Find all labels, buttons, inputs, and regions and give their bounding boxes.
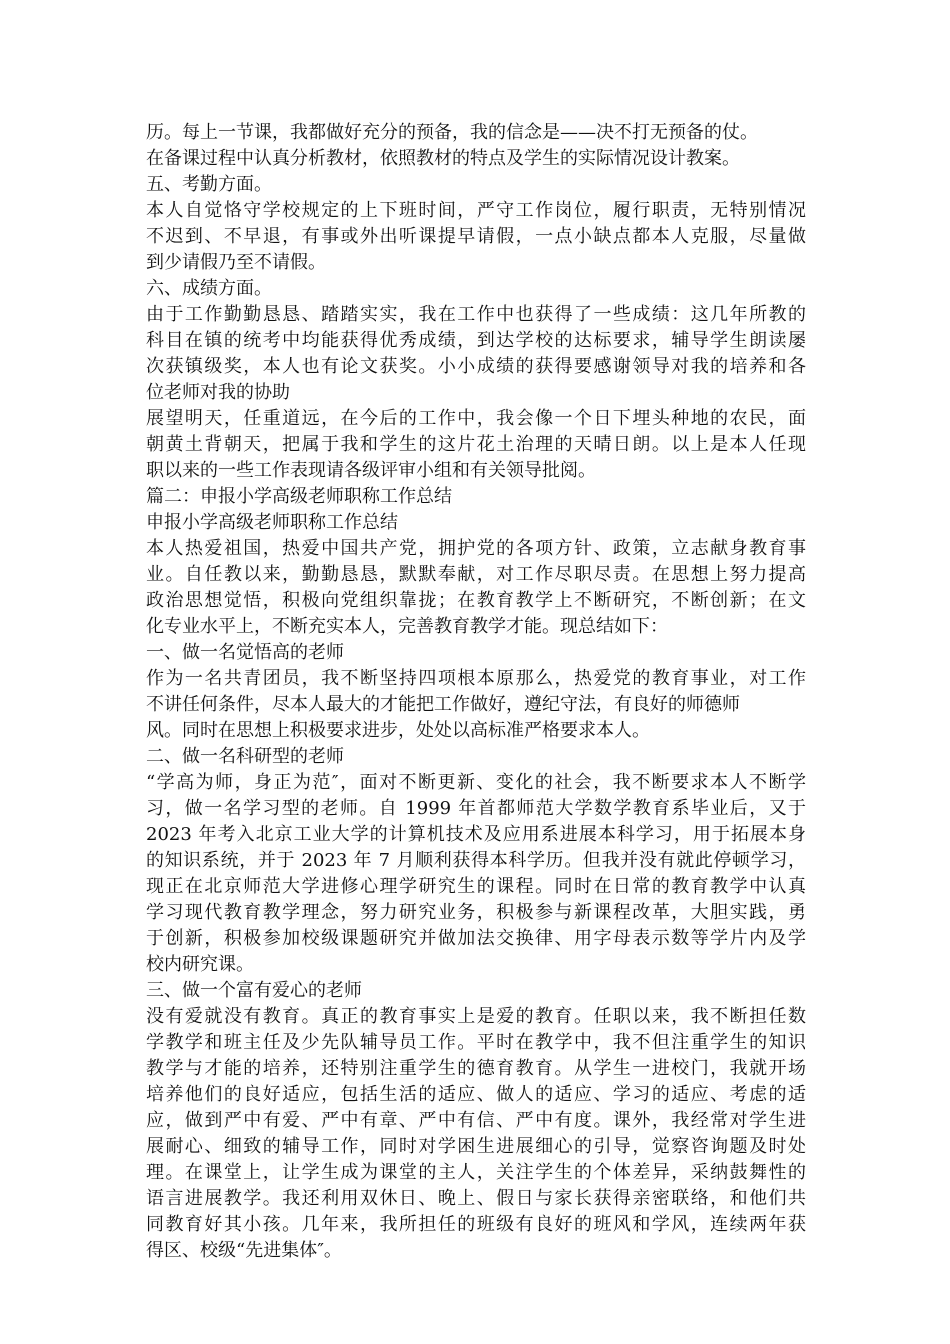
text-line: 应，做到严中有爱、严中有章、严中有信、严中有度。课外，我经常对学生进 xyxy=(146,1110,806,1131)
text-line: 由于工作勤勤恳恳、踏踏实实，我在工作中也获得了一些成绩：这几年所教的 xyxy=(146,304,806,325)
document-body xyxy=(146,120,806,1264)
text-line: 位老师对我的协助 xyxy=(146,382,290,403)
text-line: 培养他们的良好适应，包括生活的适应、做人的适应、学习的适应、考虑的适 xyxy=(146,1084,806,1105)
text-line: 申报小学高级老师职称工作总结 xyxy=(146,512,398,533)
text-line: 现正在北京师范大学进修心理学研究生的课程。同时在日常的教育教学中认真 xyxy=(146,876,806,897)
text-line: 得区、校级“先进集体″。 xyxy=(146,1240,342,1261)
text-line: 在备课过程中认真分析教材，依照教材的特点及学生的实际情况设计教案。 xyxy=(146,148,740,169)
text-line: 本人热爱祖国，热爱中国共产党，拥护党的各项方针、政策，立志献身教育事 xyxy=(146,538,806,559)
text-line: 习，做一名学习型的老师。自 1999 年首都师范大学数学教育系毕业后，又于 xyxy=(146,798,806,819)
text-line: 业。自任教以来，勤勤恳恳，默默奉献，对工作尽职尽责。在思想上努力提高 xyxy=(146,564,806,585)
text-line: 三、做一个富有爱心的老师 xyxy=(146,980,362,1001)
text-line: 展耐心、细致的辅导工作，同时对学困生进展细心的引导，觉察咨询题及时处 xyxy=(146,1136,806,1157)
text-line: 次获镇级奖，本人也有论文获奖。小小成绩的获得要感谢领导对我的培养和各 xyxy=(146,356,806,377)
text-line: 不迟到、不早退，有事或外出听课提早请假，一点小缺点都本人克服，尽量做 xyxy=(146,226,806,247)
text-line: 风。同时在思想上积极要求进步，处处以高标准严格要求本人。 xyxy=(146,720,650,741)
text-line: 校内研究课。 xyxy=(146,954,254,975)
text-line: 篇二：申报小学高级老师职称工作总结 xyxy=(146,486,452,507)
text-line: 学习现代教育教学理念，努力研究业务，积极参与新课程改革，大胆实践，勇 xyxy=(146,902,806,923)
text-line: 一、做一名觉悟高的老师 xyxy=(146,642,344,663)
text-line: 语言进展教学。我还利用双休日、晚上、假日与家长获得亲密联络，和他们共 xyxy=(146,1188,806,1209)
text-line: 科目在镇的统考中均能获得优秀成绩，到达学校的达标要求，辅导学生朗读屡 xyxy=(146,330,806,351)
text-line: 职以来的一些工作表现请各级评审小组和有关领导批阅。 xyxy=(146,460,596,481)
text-line: 教学与才能的培养，还特别注重学生的德育教育。从学生一进校门，我就开场 xyxy=(146,1058,806,1079)
text-line: 本人自觉恪守学校规定的上下班时间，严守工作岗位，履行职责，无特别情况 xyxy=(146,200,806,221)
text-line: 的知识系统，并于 2023 年 7 月顺利获得本科学历。但我并没有就此停顿学习， xyxy=(146,850,806,871)
text-line: 到少请假乃至不请假。 xyxy=(146,252,326,273)
text-line: 五、考勤方面。 xyxy=(146,174,272,195)
text-line: 六、成绩方面。 xyxy=(146,278,272,299)
text-line: 理。在课堂上，让学生成为课堂的主人，关注学生的个体差异，采纳鼓舞性的 xyxy=(146,1162,806,1183)
text-line: 学教学和班主任及少先队辅导员工作。平时在教学中，我不但注重学生的知识 xyxy=(146,1032,806,1053)
text-line: 于创新，积极参加校级课题研究并做加法交换律、用字母表示数等学片内及学 xyxy=(146,928,806,949)
text-line: 没有爱就没有教育。真正的教育事实上是爱的教育。任职以来，我不断担任数 xyxy=(146,1006,806,1027)
text-line: 二、做一名科研型的老师 xyxy=(146,746,344,767)
text-line: 同教育好其小孩。几年来，我所担任的班级有良好的班风和学风，连续两年获 xyxy=(146,1214,806,1235)
text-line: “学高为师，身正为范″，面对不断更新、变化的社会，我不断要求本人不断学 xyxy=(146,772,806,793)
text-line: 2023 年考入北京工业大学的计算机技术及应用系进展本科学习，用于拓展本身 xyxy=(146,824,806,845)
text-line: 化专业水平上，不断充实本人，完善教育教学才能。现总结如下： xyxy=(146,616,668,637)
text-line: 作为一名共青团员，我不断坚持四项根本原那么，热爱党的教育事业，对工作 xyxy=(146,668,806,689)
text-line: 政治思想觉悟，积极向党组织靠拢；在教育教学上不断研究，不断创新；在文 xyxy=(146,590,806,611)
text-line: 历。每上一节课，我都做好充分的预备，我的信念是——决不打无预备的仗。 xyxy=(146,122,758,143)
text-line: 朝黄土背朝天，把属于我和学生的这片花土治理的天晴日朗。以上是本人任现 xyxy=(146,434,806,455)
text-line: 不讲任何条件，尽本人最大的才能把工作做好，遵纪守法，有良好的师德师 xyxy=(146,694,740,715)
text-line: 展望明天，任重道远，在今后的工作中，我会像一个日下埋头种地的农民，面 xyxy=(146,408,806,429)
